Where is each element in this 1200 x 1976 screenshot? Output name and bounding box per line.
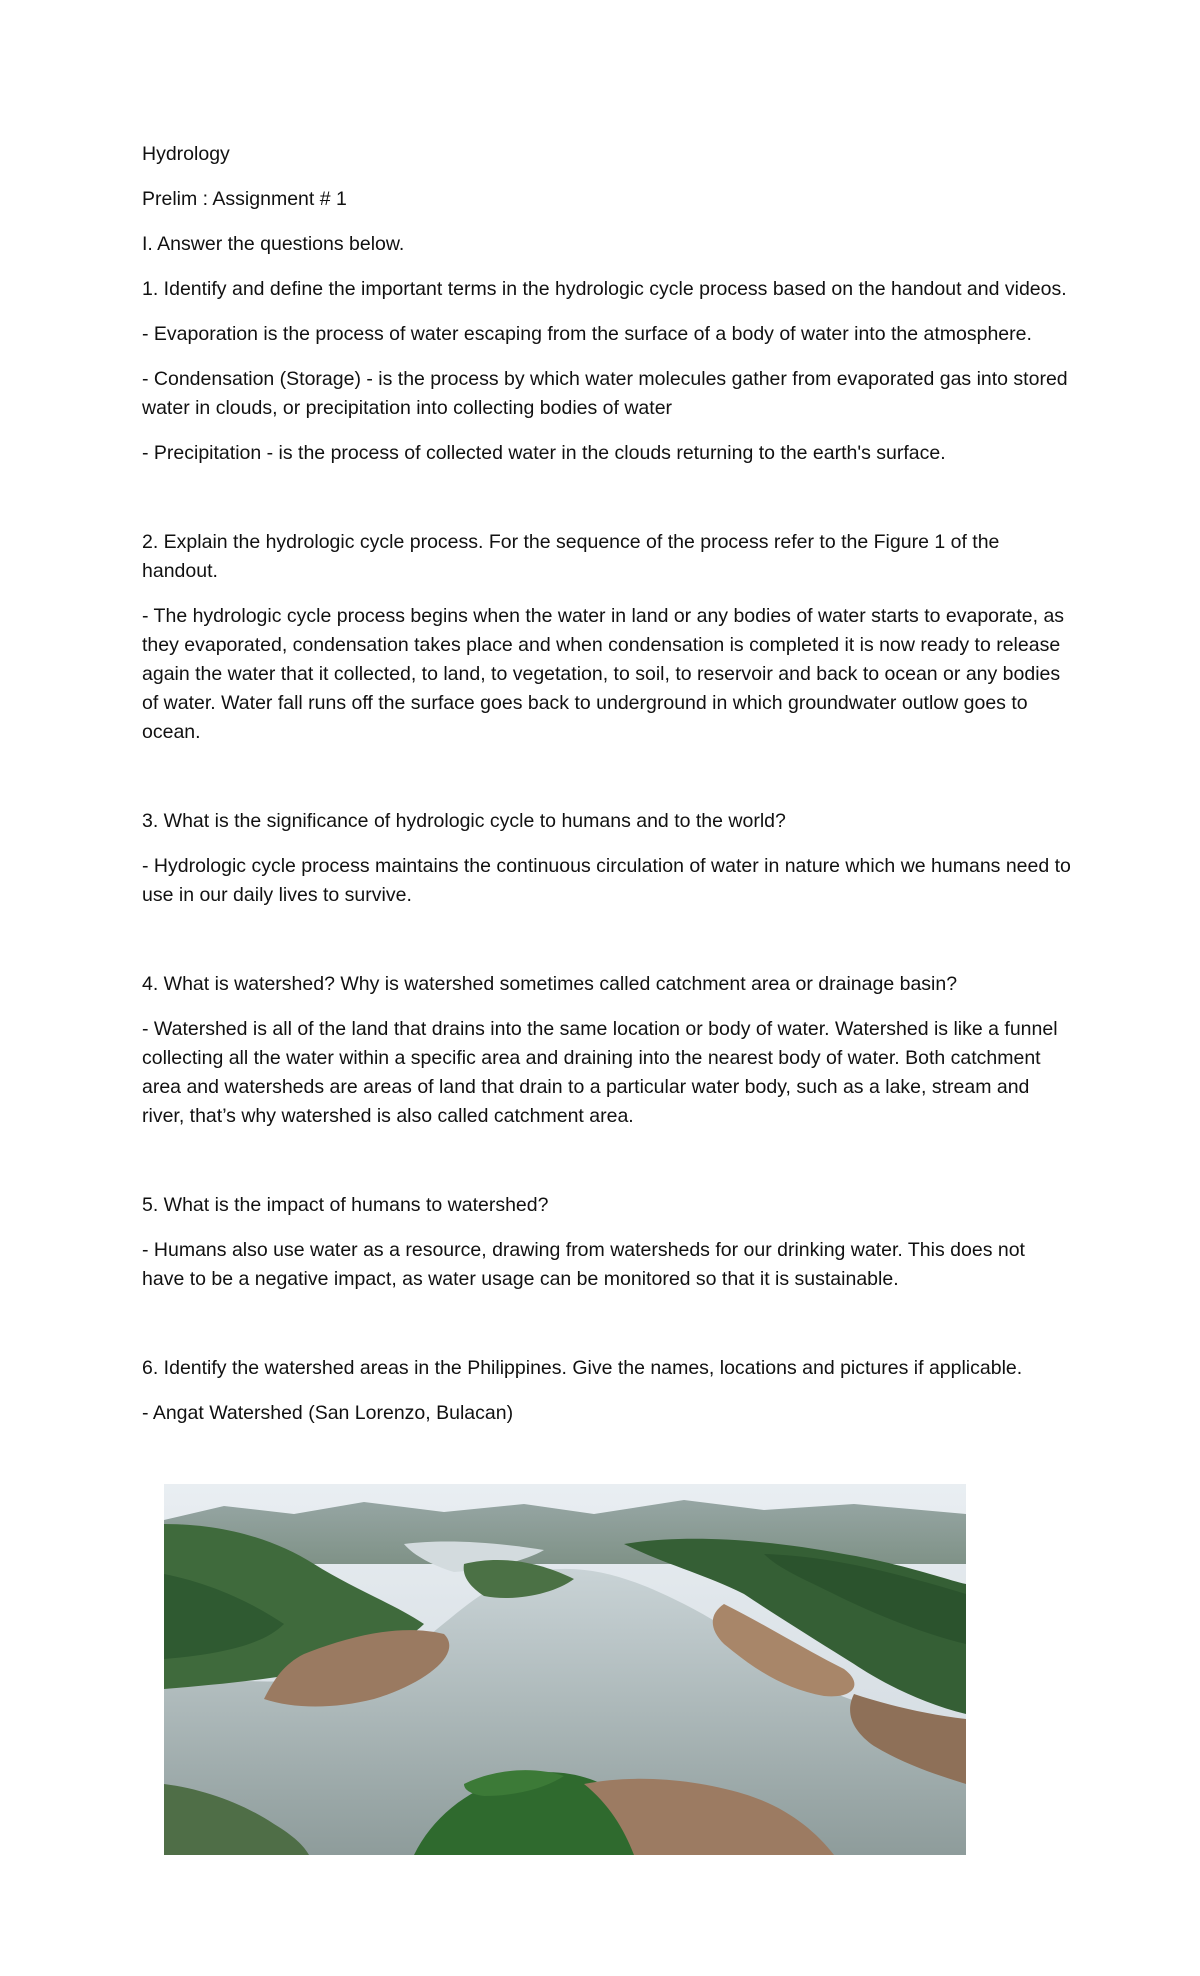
answer-1-condensation: - Condensation (Storage) - is the process by which water molecules gather from evaporated gas into stored water in clouds, or precipitation into collecting bodies of water (142, 368, 1068, 419)
instruction: I. Answer the questions below. (142, 233, 405, 255)
question-1: 1. Identify and define the important terms in the hydrologic cycle process based on the handout and videos. (142, 278, 1067, 300)
spacer (142, 1310, 1072, 1354)
assignment-subtitle: Prelim : Assignment # 1 (142, 188, 347, 210)
answer-1-evaporation: - Evaporation is the process of water escaping from the surface of a body of water into the atmosphere. (142, 323, 1032, 345)
question-3: 3. What is the significance of hydrologic cycle to humans and to the world? (142, 810, 786, 832)
spacer (142, 926, 1072, 970)
spacer (142, 1147, 1072, 1191)
document-title: Hydrology (142, 143, 230, 165)
answer-6: - Angat Watershed (San Lorenzo, Bulacan) (142, 1402, 514, 1424)
answer-3: - Hydrologic cycle process maintains the continuous circulation of water in nature which we humans need to use in our daily lives to survive. (142, 855, 1071, 906)
spacer (142, 484, 1072, 528)
answer-5: - Humans also use water as a resource, drawing from watersheds for our drinking water. This does not have to be a negative impact, as water usage can be monitored so that it is sustainable. (142, 1239, 1025, 1290)
question-4: 4. What is watershed? Why is watershed sometimes called catchment area or drainage basin? (142, 973, 958, 995)
question-6: 6. Identify the watershed areas in the Philippines. Give the names, locations and pictures if applicable. (142, 1357, 1023, 1379)
answer-2: - The hydrologic cycle process begins when the water in land or any bodies of water starts to evaporate, as they evaporated, condensation takes place and when condensation is completed it is now ready to release again the water that it collected, to land, to vegetation, to soil, to reservoir and back to ocean or any bodies of water. Water fall runs off the surface goes back to underground in which groundwater outlow goes to ocean. (142, 605, 1065, 743)
angat-watershed-photo (164, 1484, 966, 1855)
question-5: 5. What is the impact of humans to watershed? (142, 1194, 549, 1216)
question-2: 2. Explain the hydrologic cycle process. For the sequence of the process refer to the Figure 1 of the handout. (142, 531, 1000, 582)
answer-4: - Watershed is all of the land that drains into the same location or body of water. Watershed is like a funnel collecting all the water within a specific area and draining into the nearest body of water. Both catchment area and watersheds are areas of land that drain to a particular water body, such as a lake, stream and river, that’s why watershed is also called catchment area. (142, 1018, 1058, 1127)
document-body (142, 140, 1072, 1444)
spacer (142, 763, 1072, 807)
answer-1-precipitation: - Precipitation - is the process of collected water in the clouds returning to the earth's surface. (142, 442, 946, 464)
